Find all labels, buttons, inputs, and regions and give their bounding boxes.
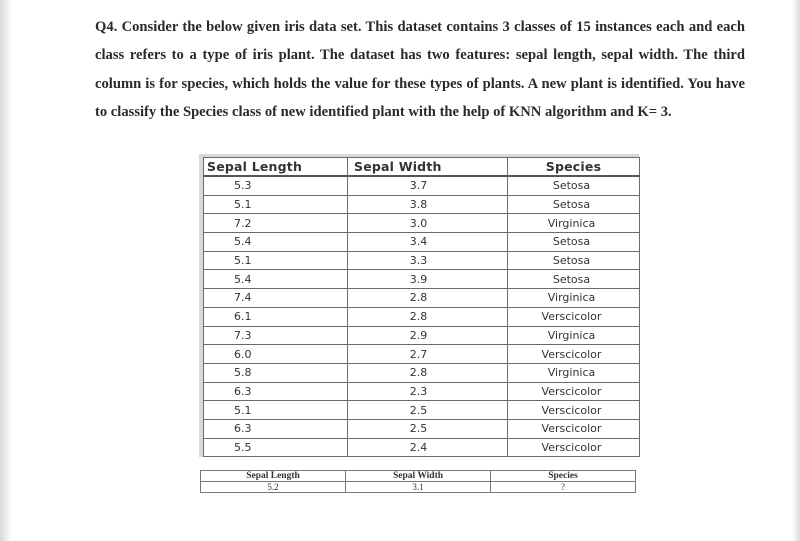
table-row — [204, 363, 640, 382]
cell-sepal-width: 2.5 — [348, 419, 508, 438]
table-header-row — [204, 158, 640, 177]
cell-species: Virginica — [508, 214, 640, 233]
query-header-row — [201, 471, 636, 482]
cell-sepal-width: 3.8 — [348, 195, 508, 214]
cell-sepal-length: 7.3 — [204, 326, 348, 345]
query-species: ? — [491, 482, 636, 493]
cell-sepal-width: 3.3 — [348, 251, 508, 270]
cell-sepal-length: 7.2 — [204, 214, 348, 233]
cell-species: Virginica — [508, 289, 640, 308]
cell-species: Setosa — [508, 195, 640, 214]
cell-species: Verscicolor — [508, 307, 640, 326]
cell-sepal-width: 2.8 — [348, 363, 508, 382]
table-row — [204, 345, 640, 364]
cell-sepal-length: 6.1 — [204, 307, 348, 326]
table-row — [204, 270, 640, 289]
cell-species: Setosa — [508, 176, 640, 195]
table-row — [204, 307, 640, 326]
table-row — [204, 289, 640, 308]
cell-sepal-width: 3.7 — [348, 176, 508, 195]
query-sepal-length: 5.2 — [201, 482, 346, 493]
table-row — [204, 176, 640, 195]
table-row — [204, 195, 640, 214]
header-species: Species — [508, 158, 640, 177]
cell-sepal-width: 2.3 — [348, 382, 508, 401]
query-row — [201, 482, 636, 493]
cell-species: Verscicolor — [508, 401, 640, 420]
cell-sepal-length: 5.3 — [204, 176, 348, 195]
cell-sepal-length: 5.8 — [204, 363, 348, 382]
question-line: plant is identified. You have to classify the Species class of new identified plant with the help of — [95, 75, 745, 120]
cell-sepal-width: 3.4 — [348, 233, 508, 252]
query-sepal-width: 3.1 — [346, 482, 491, 493]
table-row — [204, 382, 640, 401]
cell-sepal-width: 2.8 — [348, 289, 508, 308]
cell-species: Virginica — [508, 326, 640, 345]
iris-table-body — [204, 176, 640, 457]
cell-sepal-width: 2.5 — [348, 401, 508, 420]
cell-sepal-width: 3.9 — [348, 270, 508, 289]
cell-sepal-length: 6.0 — [204, 345, 348, 364]
table-row — [204, 233, 640, 252]
cell-species: Setosa — [508, 251, 640, 270]
cell-sepal-width: 2.9 — [348, 326, 508, 345]
iris-dataset-table — [203, 157, 640, 457]
iris-table-container — [203, 157, 637, 457]
cell-sepal-width: 2.8 — [348, 307, 508, 326]
query-header-sepal-length: Sepal Length — [201, 471, 346, 482]
cell-species: Verscicolor — [508, 345, 640, 364]
cell-sepal-length: 6.3 — [204, 382, 348, 401]
cell-species: Verscicolor — [508, 419, 640, 438]
page-edge-shadow-right — [792, 0, 800, 541]
cell-sepal-length: 5.4 — [204, 233, 348, 252]
cell-species: Verscicolor — [508, 382, 640, 401]
header-sepal-width: Sepal Width — [348, 158, 508, 177]
cell-sepal-length: 5.4 — [204, 270, 348, 289]
cell-species: Verscicolor — [508, 438, 640, 457]
table-row — [204, 401, 640, 420]
question-line: Q4. Consider the below given iris data set. This dataset contains 3 classes of 15 instances each — [95, 19, 685, 35]
cell-sepal-length: 6.3 — [204, 419, 348, 438]
table-row — [204, 438, 640, 457]
query-header-species: Species — [491, 471, 636, 482]
query-table — [200, 470, 636, 493]
table-row — [204, 419, 640, 438]
cell-sepal-length: 5.5 — [204, 438, 348, 457]
question-line: width. The third column is for species, which holds the value for these types of plants. A new — [95, 47, 745, 92]
question-text — [95, 13, 745, 126]
cell-sepal-length: 5.1 — [204, 251, 348, 270]
page-edge-shadow-left — [0, 0, 12, 541]
cell-species: Setosa — [508, 270, 640, 289]
table-row — [204, 251, 640, 270]
header-sepal-length: Sepal Length — [204, 158, 348, 177]
question-line: KNN algorithm and K= 3. — [508, 103, 672, 120]
cell-sepal-length: 7.4 — [204, 289, 348, 308]
cell-sepal-length: 5.1 — [204, 195, 348, 214]
table-row — [204, 326, 640, 345]
question-line: and each class refers to a type of iris plant. The dataset has two features: sepal length, sepal — [95, 19, 746, 64]
cell-sepal-width: 3.0 — [348, 214, 508, 233]
query-header-sepal-width: Sepal Width — [346, 471, 491, 482]
cell-sepal-length: 5.1 — [204, 401, 348, 420]
table-row — [204, 214, 640, 233]
cell-species: Setosa — [508, 233, 640, 252]
cell-sepal-width: 2.4 — [348, 438, 508, 457]
cell-species: Virginica — [508, 363, 640, 382]
cell-sepal-width: 2.7 — [348, 345, 508, 364]
